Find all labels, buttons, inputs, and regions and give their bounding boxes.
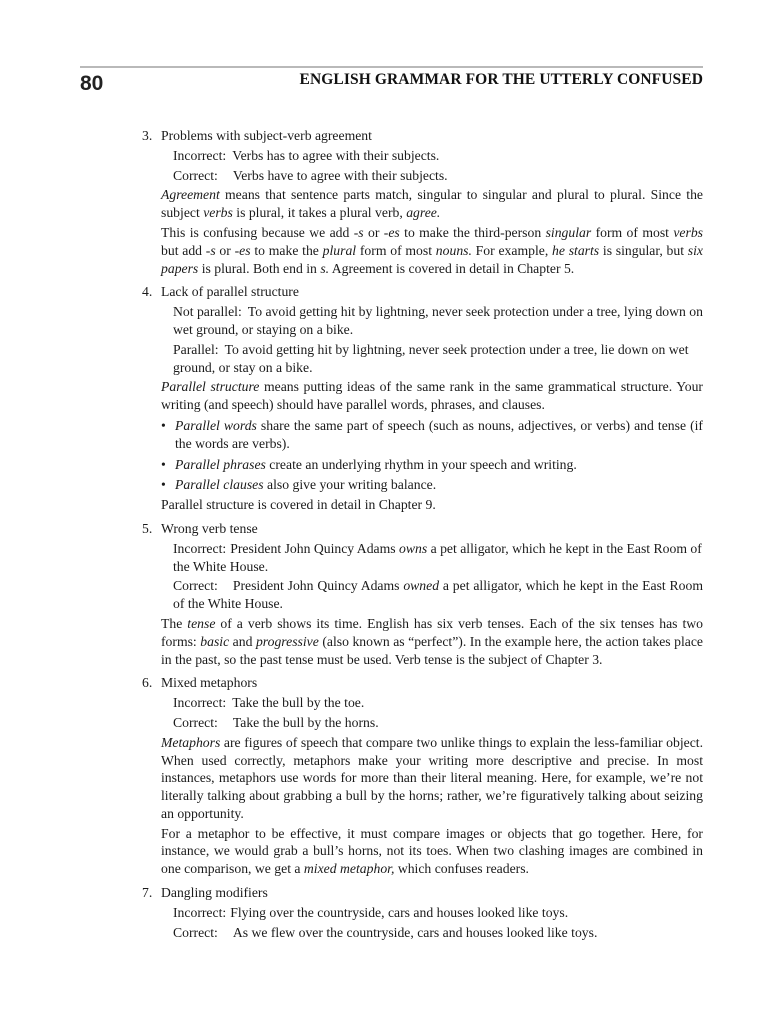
list-item [142,283,703,514]
example-label: Incorrect: [173,147,227,163]
example-label: Correct: [173,924,218,940]
example-incorrect: Incorrect: President John Quincy Adams owns a pet alligator, which he kept in the East Room of the White House. [173,540,702,574]
list-item [142,674,703,878]
explanation-paragraph: Agreement means that sentence parts match, singular to singular and plural to plural. Since the subject verbs is plural, it takes a plural verb, agree. [161,187,703,221]
example-correct [161,714,703,732]
item-title: Problems with subject-verb agreement [161,128,372,143]
item-number: 6. [142,675,153,691]
item-number: 3. [142,128,153,143]
explanation-paragraph: The tense of a verb shows its time. English has six verb tenses. Each of the six tenses has two forms: basic and progressive (also known as “perfect”). In the example here, the action takes place in the past, so the past tense must be used. Verb tense is the subject of Chapter 3. [161,615,703,667]
example-text: Verbs have to agree with their subjects. [232,167,448,183]
header-rule [80,66,703,68]
item-number: 4. [142,284,153,300]
example-label: Correct: [173,714,218,730]
list-item [142,520,703,668]
example-label: Incorrect: [173,695,227,711]
explanation-paragraph: Metaphors are figures of speech that compare two unlike things to explain the less-familiar object. When used correctly, metaphors make your writing more descriptive and precise. In most instances, metaphors use words for more than their literal meaning. Here, for example, we’re not literally talking about grabbing a bull by the horns; rather, we’re figuratively talking about seizing an opportunity. [161,734,703,821]
page-number: 80 [80,72,104,95]
example-incorrect [161,694,703,712]
example-label: Correct: [173,167,218,183]
explanation-paragraph: For a metaphor to be effective, it must compare images or objects that go together. Here, for instance, we would grab a bull’s horns, not its toes. When two clashing images are combined in one comparison, we get a mixed metaphor, which confuses readers. [161,825,703,877]
example-text: Verbs has to agree with their subjects. [232,147,440,163]
example-label: Parallel: [173,341,219,357]
example-correct: Correct: President John Quincy Adams owned a pet alligator, which he kept in the East Room of the White House. [173,578,703,612]
bullet-item: • Parallel words share the same part of speech (such as nouns, adjectives, or verbs) and tense (if the words are verbs). [161,417,703,451]
page-body [142,127,703,947]
example-label: Incorrect: [173,540,227,556]
example-text: Take the bull by the toe. [232,695,365,711]
example-label: Not parallel: [173,304,242,320]
bullet-icon: • [161,417,166,433]
explanation-paragraph: Parallel structure is covered in detail in Chapter 9. [161,497,436,513]
item-number: 5. [142,520,153,536]
example-text: Flying over the countryside, cars and houses looked like toys. [230,904,569,920]
example-correct [161,167,703,185]
item-title: Wrong verb tense [161,520,258,536]
example-text: To avoid getting hit by lightning, never seek protection under a tree, lying down on wet ground, or staying on a bike. [173,304,703,337]
bullet-icon: • [161,456,166,472]
running-title: ENGLISH GRAMMAR FOR THE UTTERLY CONFUSED [299,71,703,88]
bullet-item: • Parallel clauses also give your writing balance. [161,477,437,493]
example-label: Correct: [173,578,218,594]
list-item [142,127,703,277]
example-incorrect [161,147,703,165]
example-correct [161,341,703,377]
example-incorrect [161,303,703,339]
item-number: 7. [142,885,153,901]
example-text: Take the bull by the horns. [232,714,379,730]
example-correct [161,924,703,942]
example-text: To avoid getting hit by lightning, never seek protection under a tree, lie down on wet ground, or stay on a bike. [173,341,689,375]
item-title: Lack of parallel structure [161,284,299,300]
example-text: As we flew over the countryside, cars and houses looked like toys. [232,924,598,940]
item-title: Dangling modifiers [161,885,268,901]
explanation-paragraph: This is confusing because we add -s or -es to make the third-person singular form of most verbs but add -s or -es to make the plural form of most nouns. For example, he starts is singular, but six papers is plural. Both end in s. Agreement is covered in detail in Chapter 5. [161,224,703,276]
bullet-icon: • [161,477,166,493]
example-label: Incorrect: [173,904,227,920]
explanation-paragraph: Parallel structure means putting ideas of the same rank in the same grammatical structure. Your writing (and speech) should have parallel words, phrases, and clauses. [161,379,703,413]
example-incorrect [161,904,703,922]
list-item [142,884,703,941]
item-title: Mixed metaphors [161,675,258,691]
bullet-item: • Parallel phrases create an underlying rhythm in your speech and writing. [161,456,577,472]
